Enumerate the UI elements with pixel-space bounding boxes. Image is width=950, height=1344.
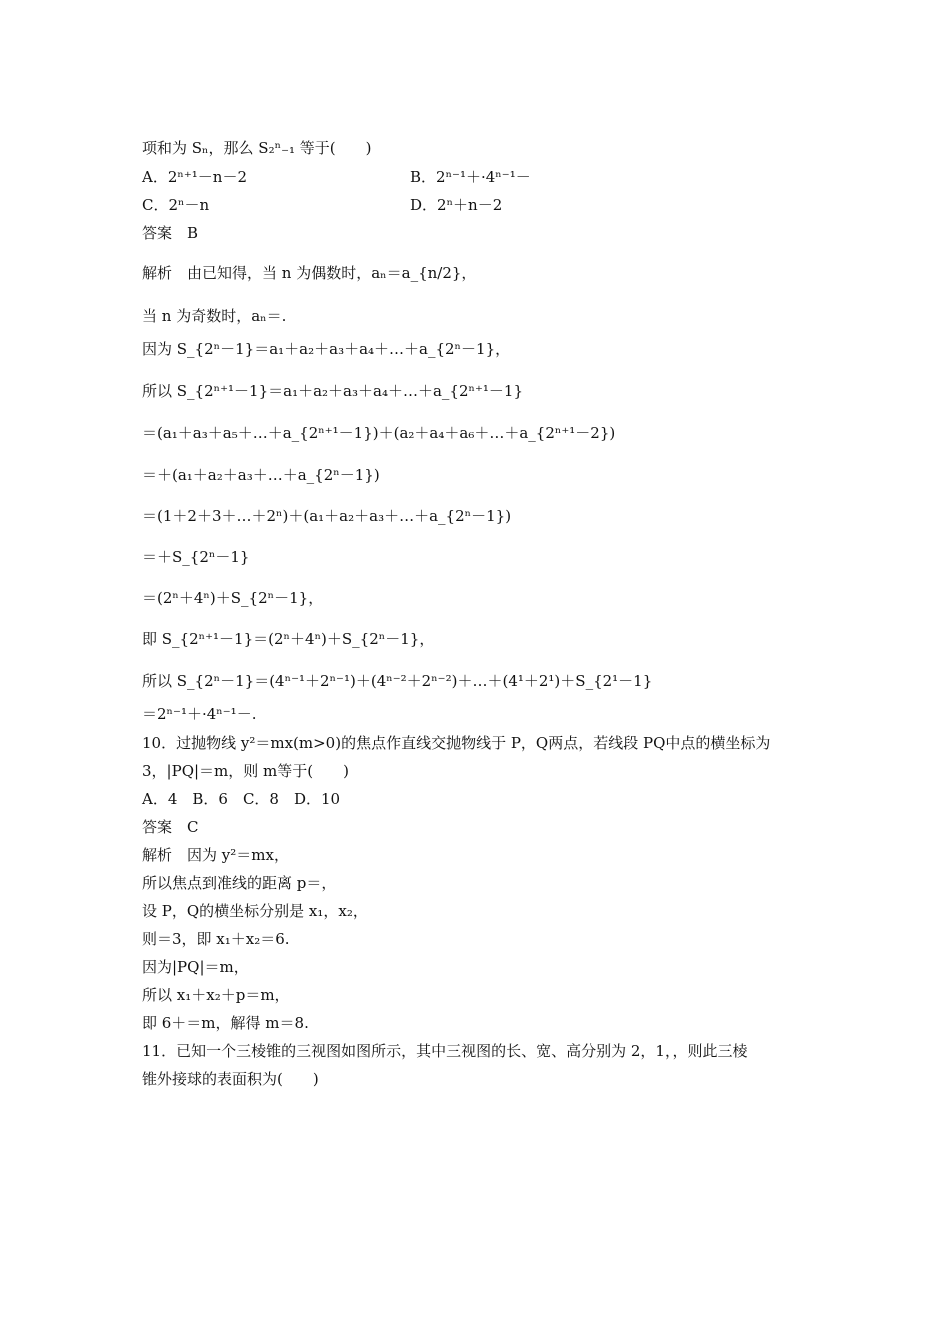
q9-solution-line: ＝(2ⁿ＋4ⁿ)＋S_{2ⁿ－1}， [142,589,324,607]
q9-solution-line: 即 S_{2ⁿ⁺¹－1}＝(2ⁿ＋4ⁿ)＋S_{2ⁿ－1}， [142,630,435,648]
q10-options: A．4 B．6 C．8 D．10 [142,790,341,808]
q9-option-b: B．2ⁿ⁻¹＋·4ⁿ⁻¹－ [410,168,531,186]
q9-option-a: A．2ⁿ⁺¹－n－2 [142,168,248,186]
q9-option-d: D．2ⁿ＋n－2 [410,196,503,214]
q9-answer: 答案 B [142,224,199,242]
q9-solution-line: ＝＋S_{2ⁿ－1} [142,548,250,566]
q10-answer: 答案 C [142,818,199,836]
q9-stem: 项和为 Sₙ，那么 S₂ⁿ₋₁ 等于( ) [142,139,372,157]
q9-solution-line: 所以 S_{2ⁿ－1}＝(4ⁿ⁻¹＋2ⁿ⁻¹)＋(4ⁿ⁻²＋2ⁿ⁻²)＋…＋(4¹＋2¹)＋S_{2¹－1} [142,672,653,690]
q10-solution-line: 因为|PQ|＝m， [142,958,249,976]
q10-solution-line: 设 P，Q的横坐标分别是 x₁，x₂， [142,902,368,920]
q10-solution-line: 解析 因为 y²＝mx， [142,846,289,864]
q9-solution-line: ＝(1＋2＋3＋…＋2ⁿ)＋(a₁＋a₂＋a₃＋…＋a_{2ⁿ－1}) [142,507,512,525]
q9-solution-line: 当 n 为奇数时，aₙ＝. [142,307,287,325]
q11-stem: 11．已知一个三棱锥的三视图如图所示，其中三视图的长、宽、高分别为 2，1，，则此三棱 [142,1042,748,1060]
q10-solution-line: 即 6＋＝m，解得 m＝8. [142,1014,309,1032]
q9-solution-line: ＝＋(a₁＋a₂＋a₃＋…＋a_{2ⁿ－1}) [142,466,380,484]
q11-stem: 锥外接球的表面积为( ) [142,1070,319,1088]
q10-solution-line: 所以 x₁＋x₂＋p＝m， [142,986,290,1004]
q9-solution-line: 解析 由已知得，当 n 为偶数时，aₙ＝a_{n/2}， [142,264,477,282]
q9-solution-line: 所以 S_{2ⁿ⁺¹－1}＝a₁＋a₂＋a₃＋a₄＋…＋a_{2ⁿ⁺¹－1} [142,382,523,400]
q9-solution-line: ＝2ⁿ⁻¹＋·4ⁿ⁻¹－. [142,705,257,723]
q10-stem: 10．过抛物线 y²＝mx(m>0)的焦点作直线交抛物线于 P，Q两点，若线段 PQ中点的横坐标为 [142,734,771,752]
q10-stem: 3，|PQ|＝m，则 m等于( ) [142,762,349,780]
q9-solution-line: 因为 S_{2ⁿ－1}＝a₁＋a₂＋a₃＋a₄＋…＋a_{2ⁿ－1}， [142,340,511,358]
q10-solution-line: 则＝3，即 x₁＋x₂＝6. [142,930,290,948]
q10-solution-line: 所以焦点到准线的距离 p＝， [142,874,337,892]
q9-option-c: C．2ⁿ－n [142,196,210,214]
q9-solution-line: ＝(a₁＋a₃＋a₅＋…＋a_{2ⁿ⁺¹－1})＋(a₂＋a₄＋a₆＋…＋a_{2ⁿ⁺¹－2}) [142,424,616,442]
